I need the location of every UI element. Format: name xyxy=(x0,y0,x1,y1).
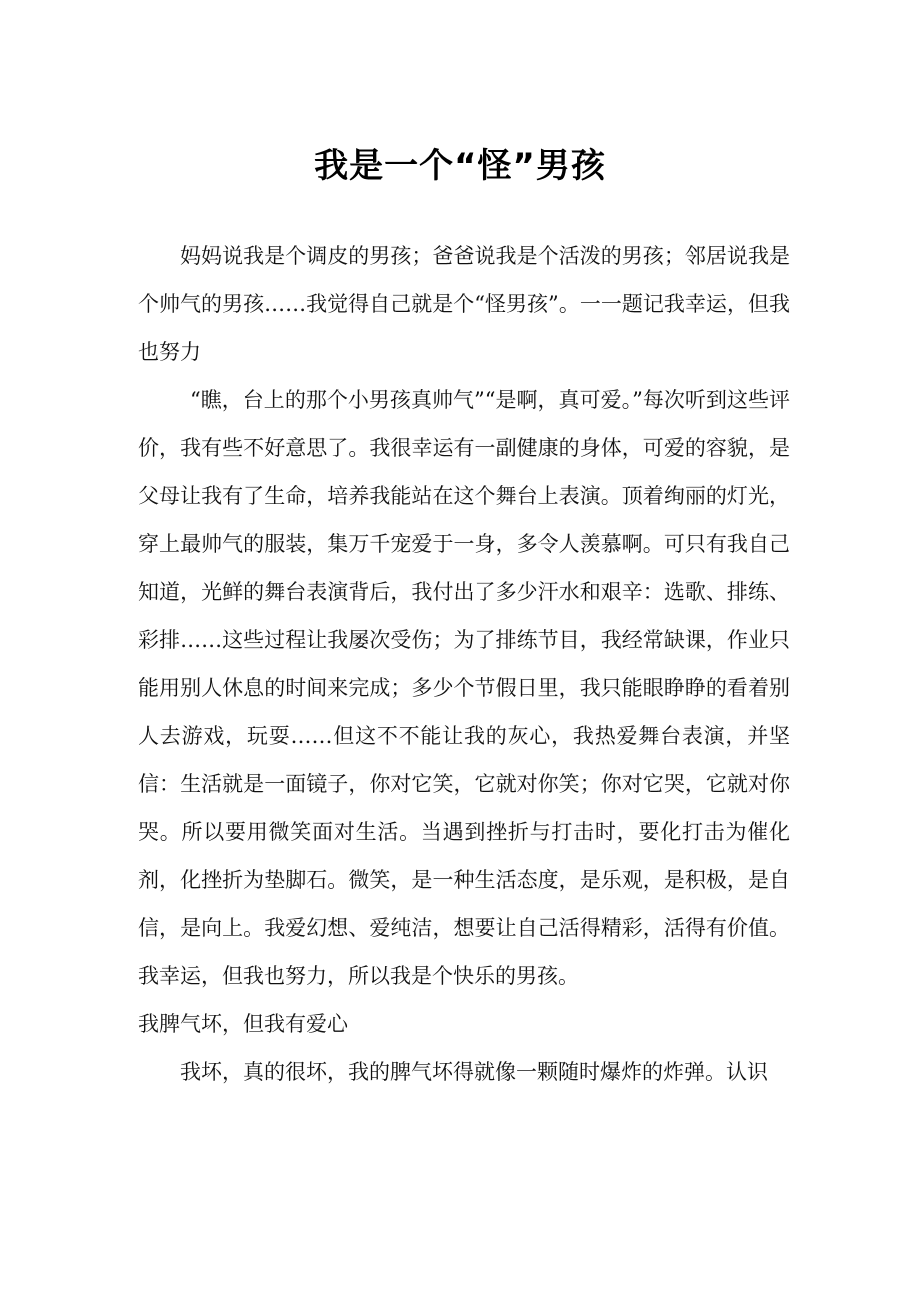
document-title: 我是一个“怪”男孩 xyxy=(314,146,606,186)
paragraph-temper: 我坏，真的很坏，我的脾气坏得就像一颗随时爆炸的炸弹。认识 xyxy=(180,1060,768,1084)
document-body xyxy=(138,232,790,1096)
paragraph-lucky: “瞧，台上的那个小男孩真帅气”“是啊，真可爱。”每次听到这些评价，我有些不好意思了。我很幸运有一副健康的身体，可爱的容貌，是父母让我有了生命，培养我能站在这个舞台上表演。顶着绚丽的灯光，穿上最帅气的服装，集万千宠爱于一身，多令人羡慕啊。可只有我自己知道，光鲜的舞台表演背后，我付出了多少汗水和艰辛：选歌、排练、彩排……这些过程让我屡次受伤；为了排练节目，我经常缺课，作业只能用别人休息的时间来完成；多少个节假日里，我只能眼睁睁的看着别人去游戏，玩耍……但这不不能让我的灰心，我热爱舞台表演，并坚信：生活就是一面镜子，你对它笑，它就对你笑；你对它哭，它就对你哭。所以要用微笑面对生活。当遇到挫折与打击时，要化打击为催化剂，化挫折为垫脚石。微笑，是一种生活态度，是乐观，是积极，是自信，是向上。我爱幻想、爱纯洁，想要让自己活得精彩，活得有价值。我幸运，但我也努力，所以我是个快乐的男孩。 xyxy=(138,388,790,988)
section-heading-temper: 我脾气坏，但我有爱心 xyxy=(138,1012,348,1036)
paragraph-intro: 妈妈说我是个调皮的男孩；爸爸说我是个活泼的男孩；邻居说我是个帅气的男孩……我觉得自己就是个“怪男孩”。一一题记我幸运，但我也努力 xyxy=(138,244,790,364)
